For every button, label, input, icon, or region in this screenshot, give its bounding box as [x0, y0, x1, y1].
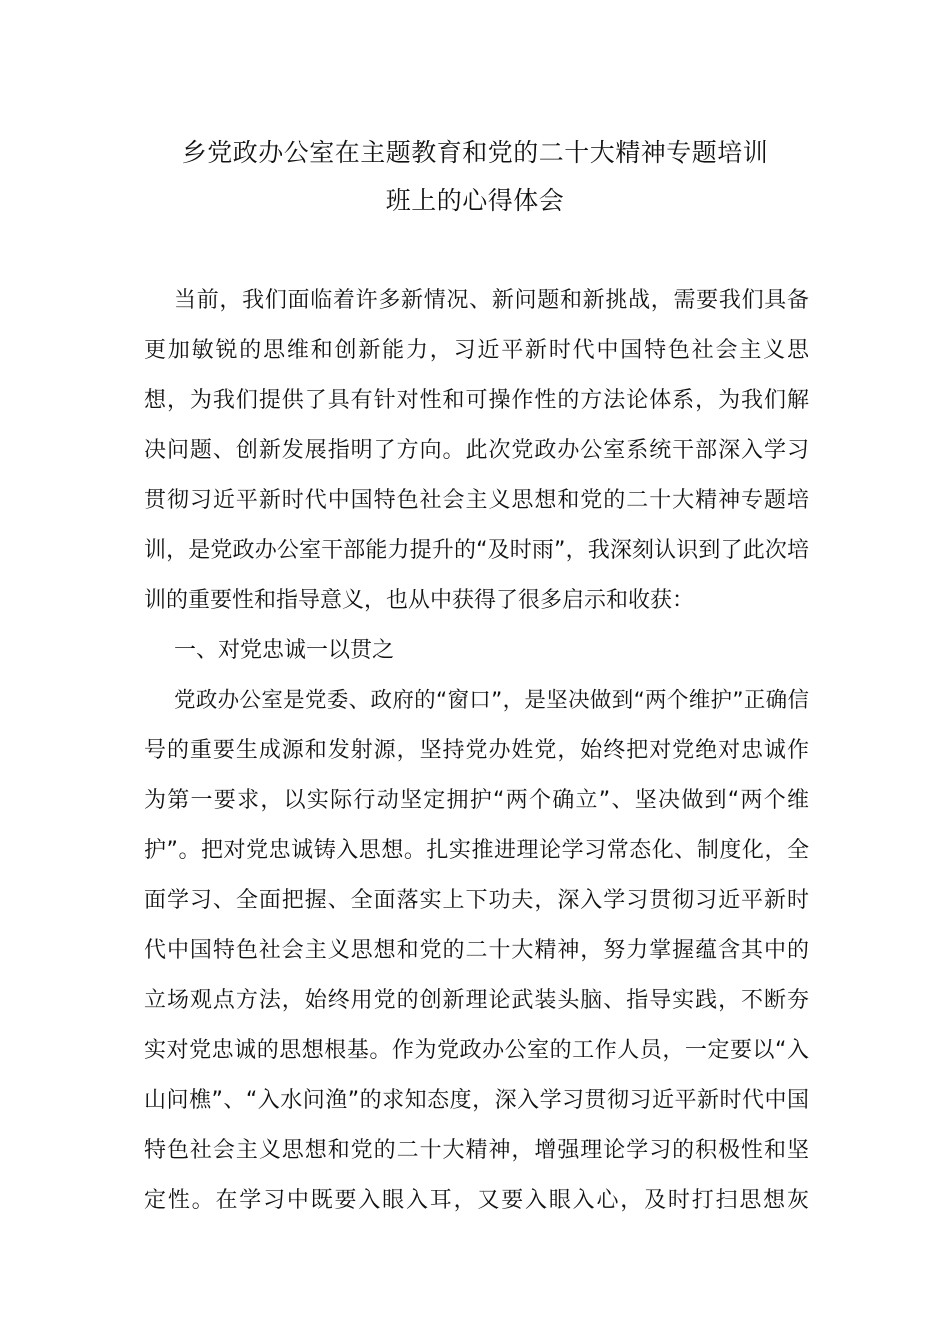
paragraph-1-line-5: 贯彻习近平新时代中国特色社会主义思想和党的二十大精神专题培	[144, 488, 809, 513]
paragraph-2-line-5: 面学习、全面把握、全面落实上下功夫，深入学习贯彻习近平新时	[144, 888, 809, 913]
document-title-line-1: 乡党政办公室在主题教育和党的二十大精神专题培训	[181, 138, 769, 167]
paragraph-1-line-2: 更加敏锐的思维和创新能力，习近平新时代中国特色社会主义思	[144, 338, 809, 363]
paragraph-2-line-9: 山问樵”、“入水问渔”的求知态度，深入学习贯彻习近平新时代中国	[144, 1088, 809, 1113]
paragraph-2-line-7: 立场观点方法，始终用党的创新理论武装头脑、指导实践，不断夯	[144, 988, 809, 1013]
paragraph-1-line-1: 当前，我们面临着许多新情况、新问题和新挑战，需要我们具备	[174, 288, 809, 313]
section-heading-1: 一、对党忠诚一以贯之	[174, 638, 395, 663]
paragraph-1-line-4: 决问题、创新发展指明了方向。此次党政办公室系统干部深入学习	[144, 438, 809, 463]
paragraph-1-line-3: 想，为我们提供了具有针对性和可操作性的方法论体系，为我们解	[144, 388, 809, 413]
document-title-line-2: 班上的心得体会	[385, 186, 565, 215]
paragraph-2-line-2: 号的重要生成源和发射源，坚持党办姓党，始终把对党绝对忠诚作	[144, 738, 809, 763]
paragraph-2-line-8: 实对党忠诚的思想根基。作为党政办公室的工作人员，一定要以“入	[144, 1038, 809, 1063]
paragraph-2-line-4: 护”。把对党忠诚铸入思想。扎实推进理论学习常态化、制度化，全	[144, 838, 809, 863]
paragraph-2-line-6: 代中国特色社会主义思想和党的二十大精神，努力掌握蕴含其中的	[144, 938, 809, 963]
paragraph-2-line-1: 党政办公室是党委、政府的“窗口”，是坚决做到“两个维护”正确信	[174, 688, 809, 713]
paragraph-1-line-6: 训，是党政办公室干部能力提升的“及时雨”，我深刻认识到了此次培	[144, 538, 809, 563]
paragraph-2-line-3: 为第一要求，以实际行动坚定拥护“两个确立”、坚决做到“两个维	[144, 788, 809, 813]
paragraph-2-line-10: 特色社会主义思想和党的二十大精神，增强理论学习的积极性和坚	[144, 1138, 809, 1163]
paragraph-2-line-11: 定性。在学习中既要入眼入耳，又要入眼入心，及时打扫思想灰	[144, 1188, 809, 1213]
paragraph-1-line-7: 训的重要性和指导意义，也从中获得了很多启示和收获：	[144, 588, 695, 613]
